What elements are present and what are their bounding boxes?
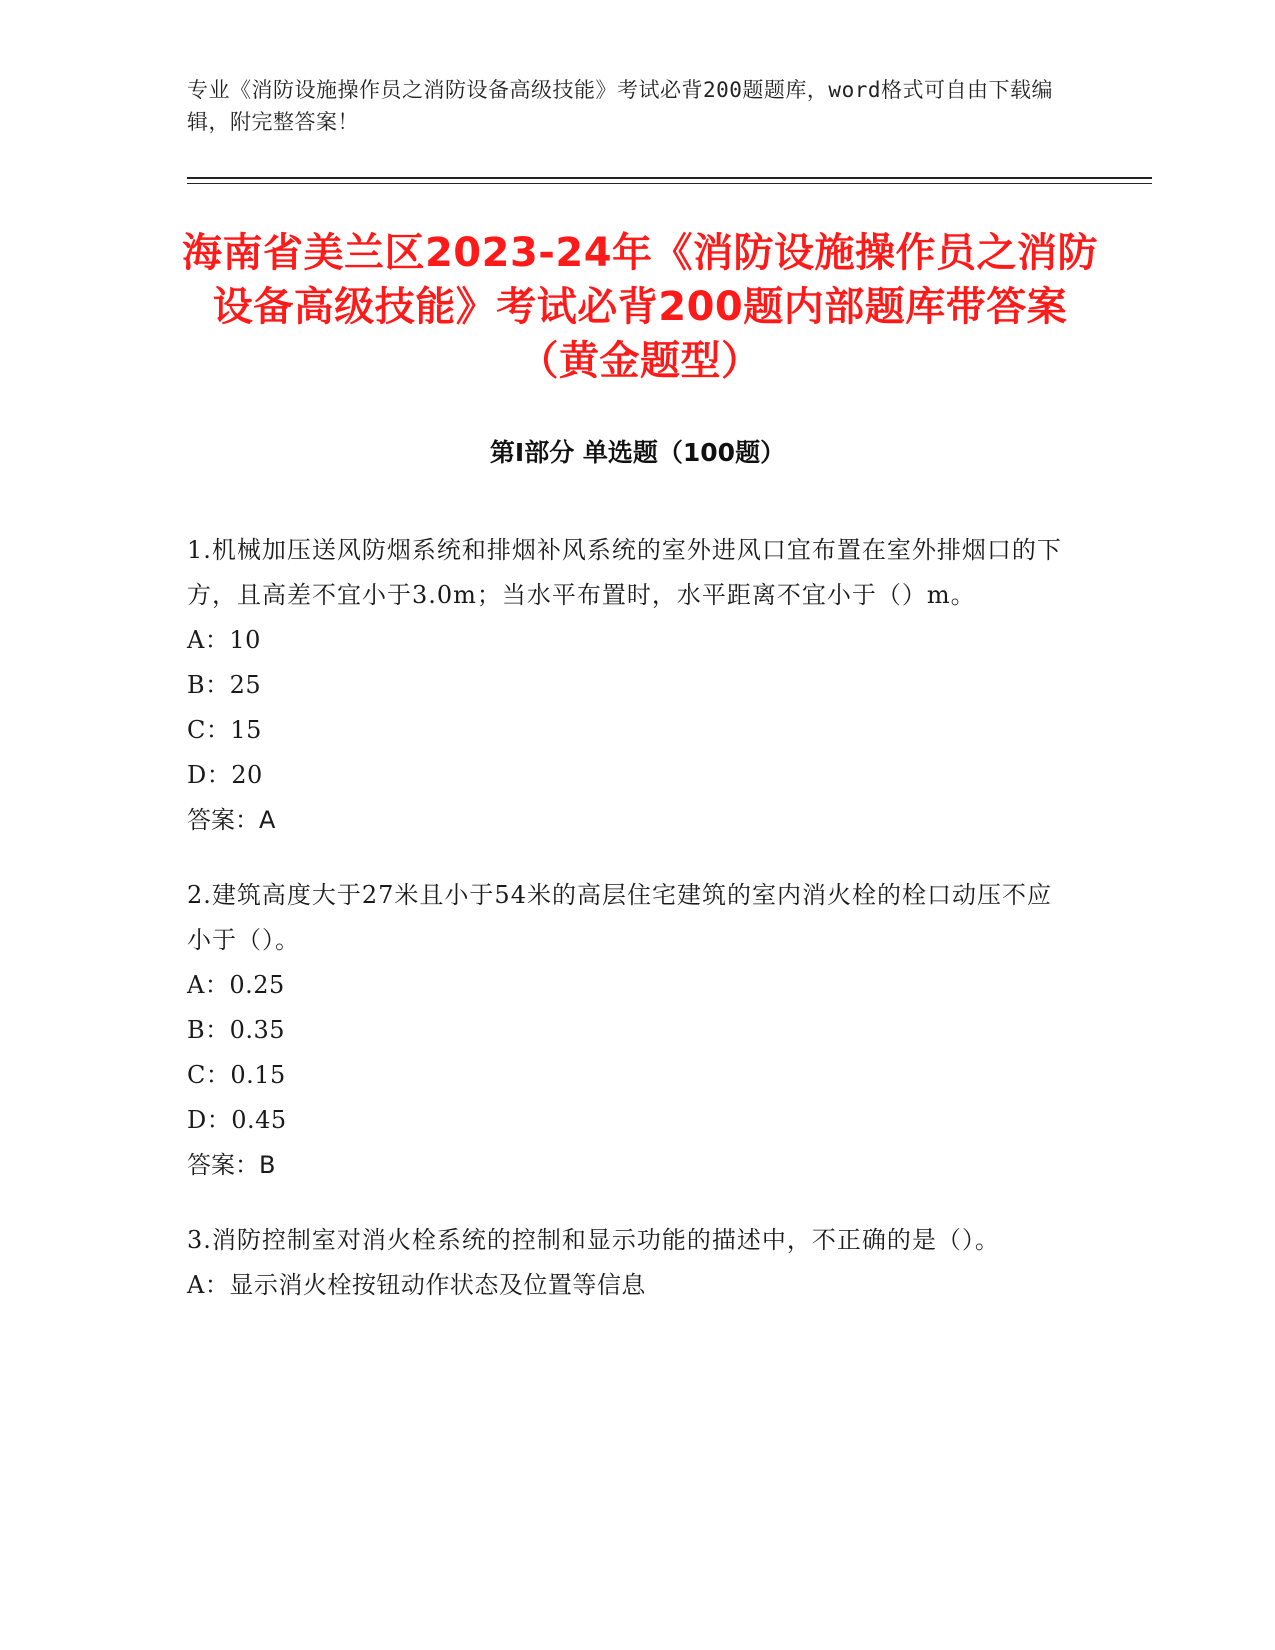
option-c: C：15 xyxy=(187,716,262,744)
header-divider-thick xyxy=(187,177,1152,179)
question-list xyxy=(187,528,1067,1338)
question-2 xyxy=(187,873,1067,1188)
question-3 xyxy=(187,1218,1067,1308)
option-a: A：0.25 xyxy=(187,971,285,999)
section-heading: 第Ⅰ部分 单选题（100题） xyxy=(489,438,786,467)
option-a: A：10 xyxy=(187,626,261,654)
question-stem: 1.机械加压送风防烟系统和排烟补风系统的室外进风口宜布置在室外排烟口的下方，且高差不宜小于3.0m；当水平布置时，水平距离不宜小于（）m。 xyxy=(187,536,1062,609)
header-note: 专业《消防设施操作员之消防设备高级技能》考试必背200题题库，word格式可自由下载编辑，附完整答案！ xyxy=(187,78,1053,134)
answer: 答案：B xyxy=(187,1151,276,1179)
document-title: 海南省美兰区2023-24年《消防设施操作员之消防设备高级技能》考试必背200题内部题库带答案（黄金题型） xyxy=(181,230,1099,384)
option-b: B：25 xyxy=(187,671,262,699)
option-d: D：0.45 xyxy=(187,1106,287,1134)
option-a: A：显示消火栓按钮动作状态及位置等信息 xyxy=(187,1271,646,1299)
option-d: D：20 xyxy=(187,761,263,789)
question-1 xyxy=(187,528,1067,843)
question-stem: 3.消防控制室对消火栓系统的控制和显示功能的描述中，不正确的是（）。 xyxy=(187,1226,1000,1254)
answer: 答案：A xyxy=(187,806,276,834)
option-c: C：0.15 xyxy=(187,1061,286,1089)
header-divider-thin xyxy=(187,183,1152,184)
option-b: B：0.35 xyxy=(187,1016,286,1044)
question-stem: 2.建筑高度大于27米且小于54米的高层住宅建筑的室内消火栓的栓口动压不应小于（）。 xyxy=(187,881,1052,954)
